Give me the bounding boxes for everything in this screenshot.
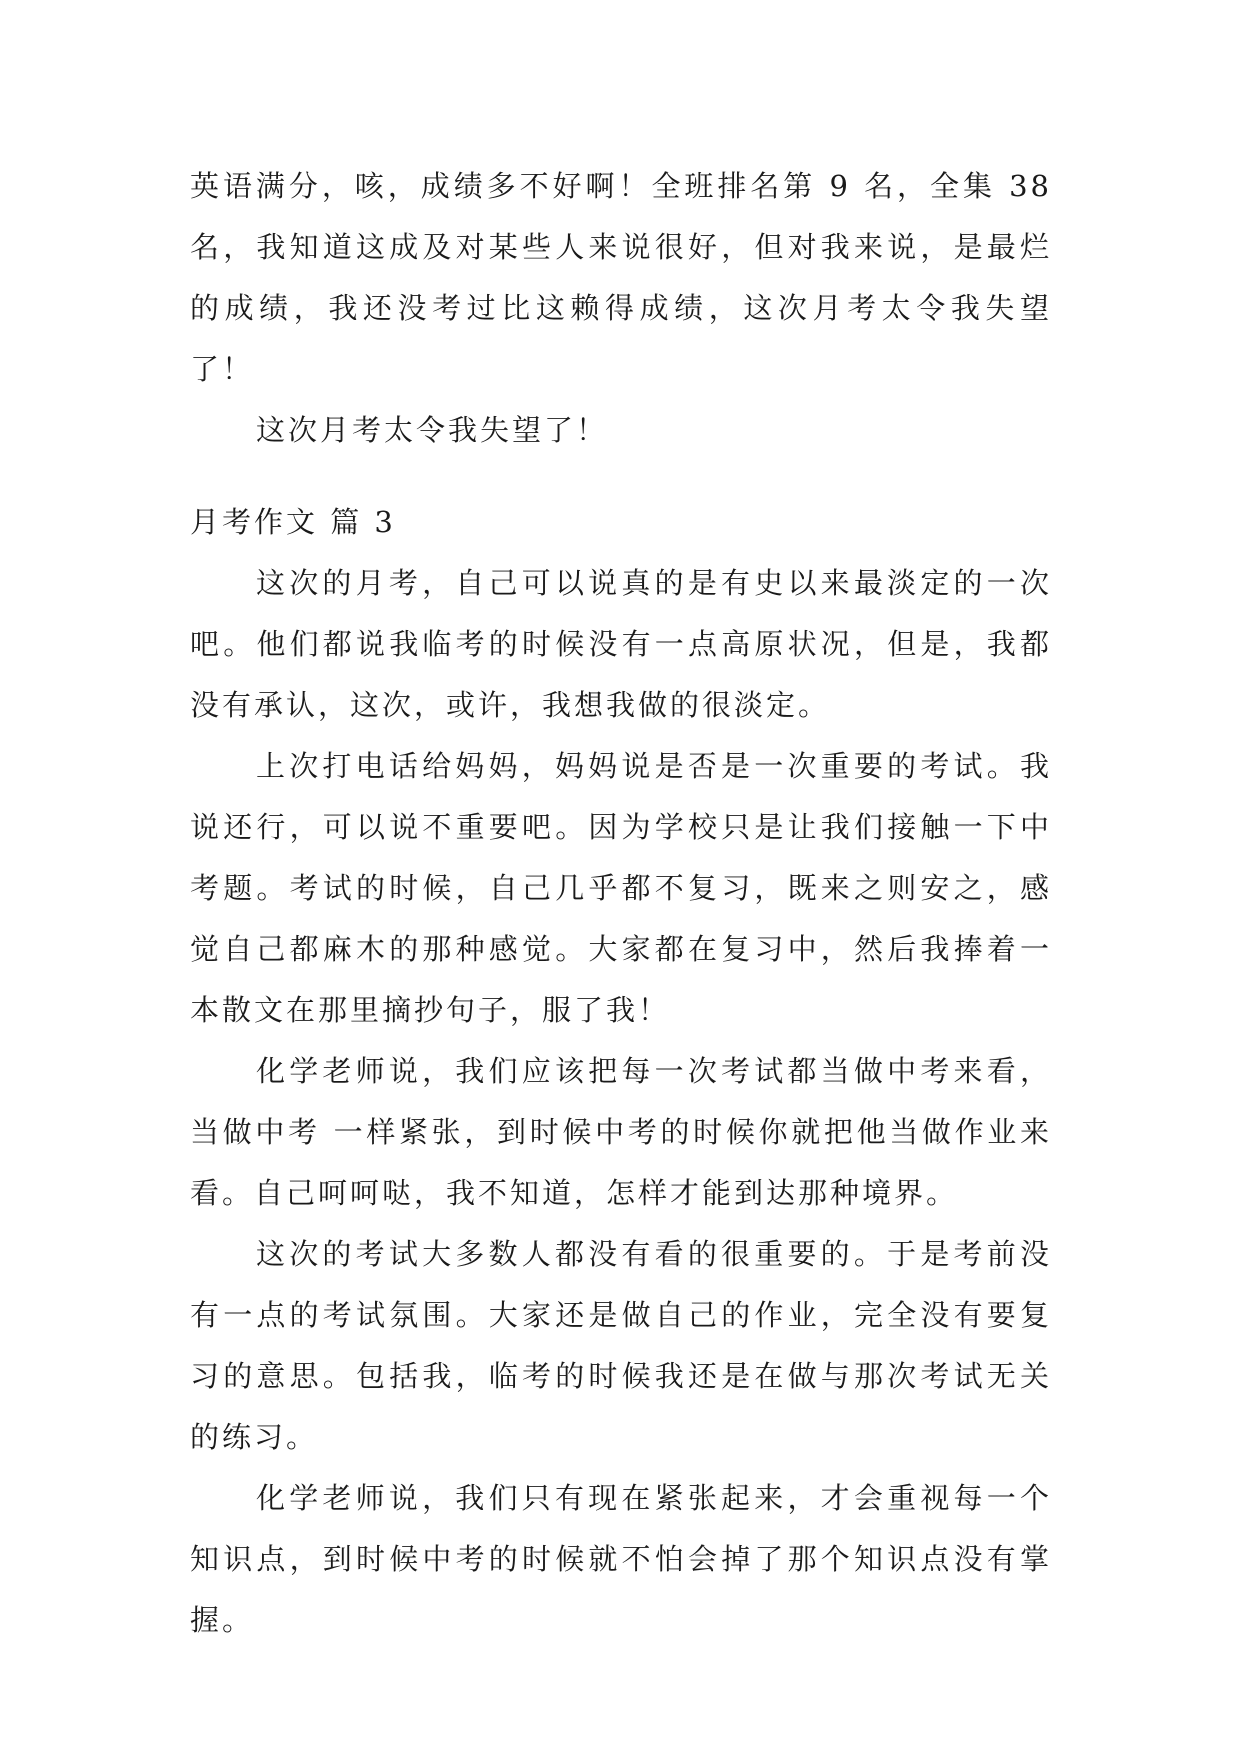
section-title: 月考作文 篇 3	[190, 505, 396, 539]
document-page	[190, 156, 1052, 1651]
paragraph: 这次月考太令我失望了！	[256, 413, 609, 447]
paragraph: 这次的月考，自己可以说真的是有史以来最淡定的一次吧。他们都说我临考的时候没有一点高原状况，但是，我都没有承认，这次，或许，我想我做的很淡定。	[190, 566, 1052, 722]
paragraph-continued: 英语满分，咳，成绩多不好啊！全班排名第 9 名，全集 38 名，我知道这成及对某些人来说很好，但对我来说，是最烂的成绩，我还没考过比这赖得成绩，这次月考太令我失望了！	[190, 169, 1052, 386]
paragraph: 上次打电话给妈妈，妈妈说是否是一次重要的考试。我说还行，可以说不重要吧。因为学校只是让我们接触一下中考题。考试的时候，自己几乎都不复习，既来之则安之，感觉自己都麻木的那种感觉。大家都在复习中，然后我捧着一本散文在那里摘抄句子，服了我！	[190, 749, 1052, 1027]
paragraph: 化学老师说，我们应该把每一次考试都当做中考来看，当做中考 一样紧张，到时候中考的时候你就把他当做作业来看。自己呵呵哒，我不知道，怎样才能到达那种境界。	[190, 1054, 1052, 1210]
paragraph: 化学老师说，我们只有现在紧张起来，才会重视每一个知识点，到时候中考的时候就不怕会掉了那个知识点没有掌握。	[190, 1481, 1052, 1637]
paragraph: 这次的考试大多数人都没有看的很重要的。于是考前没有一点的考试氛围。大家还是做自己的作业，完全没有要复习的意思。包括我，临考的时候我还是在做与那次考试无关的练习。	[190, 1237, 1052, 1454]
